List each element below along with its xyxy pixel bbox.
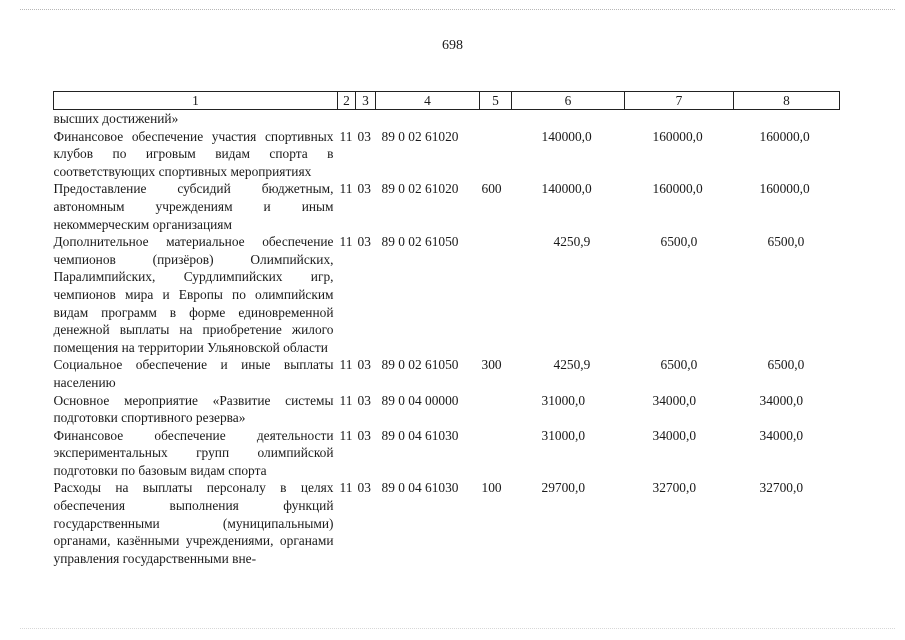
row-section: 11 (339, 392, 353, 408)
row-expense-type (480, 427, 512, 480)
row-amount-col8: 160000,0 (759, 181, 810, 197)
row-expense-type: 600 (481, 181, 502, 197)
row-name: Расходы на выплаты персоналу в целях обеспечения выполнения функций государственными (муниципальными) органами, казёнными учреждениями, органами управления государственными вне- (53, 480, 334, 566)
row-amount-col6: 4250,9 (553, 234, 591, 250)
row-name: Социальное обеспечение и иные выплаты населению (53, 357, 334, 390)
row-target-code: 89 0 04 61030 (381, 427, 459, 443)
table-row (54, 128, 840, 181)
continuation-text: высших достижений» (53, 111, 179, 126)
continuation-row (54, 110, 840, 128)
header-col-5: 5 (480, 92, 512, 110)
row-amount-col7: 6500,0 (660, 234, 698, 250)
row-section: 11 (339, 181, 353, 197)
header-col-4: 4 (376, 92, 480, 110)
row-name: Дополнительное материальное обеспечение чемпионов (призёров) Олимпийских, Паралимпийских, Сурдлимпийских игр, чемпионов мира и Европы по олимпийским видам программ в форме единовременной денежной выплаты на приобретение жилого помещения на территории Ульяновской области (53, 234, 334, 355)
header-col-8: 8 (734, 92, 840, 110)
budget-table (53, 91, 840, 567)
row-amount-col8: 160000,0 (759, 128, 810, 144)
row-target-code: 89 0 02 61020 (381, 128, 459, 144)
row-section: 11 (339, 234, 353, 250)
scan-edge-top (20, 9, 895, 12)
row-section: 11 (339, 427, 353, 443)
row-amount-col7: 6500,0 (660, 357, 698, 373)
row-section: 11 (339, 128, 353, 144)
row-section: 11 (339, 357, 353, 373)
table-row (54, 427, 840, 480)
row-subsection: 03 (357, 357, 371, 373)
row-amount-col7: 32700,0 (652, 480, 697, 496)
row-expense-type: 300 (481, 357, 502, 373)
table-row (54, 356, 840, 391)
row-expense-type (480, 392, 512, 427)
row-subsection: 03 (357, 480, 371, 496)
row-amount-col8: 6500,0 (767, 357, 805, 373)
row-target-code: 89 0 04 61030 (381, 480, 459, 496)
row-amount-col8: 34000,0 (759, 392, 804, 408)
row-amount-col6: 31000,0 (541, 427, 586, 443)
row-subsection: 03 (357, 392, 371, 408)
row-target-code: 89 0 02 61020 (381, 181, 459, 197)
row-amount-col7: 160000,0 (652, 181, 703, 197)
row-expense-type (480, 233, 512, 356)
budget-table-container (53, 91, 839, 567)
scan-edge-bottom (20, 628, 895, 631)
header-col-2: 2 (338, 92, 356, 110)
row-name: Финансовое обеспечение участия спортивных клубов по игровым видам спорта в соответствующих спортивных мероприятиях (53, 128, 334, 179)
row-subsection: 03 (357, 234, 371, 250)
table-row (54, 479, 840, 567)
header-col-7: 7 (625, 92, 734, 110)
row-expense-type (480, 128, 512, 181)
header-col-1: 1 (54, 92, 338, 110)
row-section: 11 (339, 480, 353, 496)
row-amount-col6: 29700,0 (541, 480, 586, 496)
row-name: Финансовое обеспечение деятельности экспериментальных групп олимпийской подготовки по базовым видам спорта (53, 427, 334, 478)
row-subsection: 03 (357, 427, 371, 443)
row-subsection: 03 (357, 128, 371, 144)
row-amount-col8: 32700,0 (759, 480, 804, 496)
header-col-3: 3 (356, 92, 376, 110)
table-row (54, 233, 840, 356)
row-amount-col8: 6500,0 (767, 234, 805, 250)
row-amount-col6: 140000,0 (541, 181, 592, 197)
row-amount-col7: 160000,0 (652, 128, 703, 144)
row-amount-col6: 4250,9 (553, 357, 591, 373)
header-col-6: 6 (512, 92, 625, 110)
row-amount-col7: 34000,0 (652, 427, 697, 443)
row-amount-col6: 31000,0 (541, 392, 586, 408)
row-target-code: 89 0 04 00000 (381, 392, 459, 408)
table-header-row (54, 92, 840, 110)
row-target-code: 89 0 02 61050 (381, 234, 459, 250)
table-row (54, 392, 840, 427)
row-name: Предоставление субсидий бюджетным, автономным учреждениям и иным некоммерческим организациям (53, 181, 334, 232)
row-subsection: 03 (357, 181, 371, 197)
page-number: 698 (442, 38, 463, 53)
row-name: Основное мероприятие «Развитие системы подготовки спортивного резерва» (53, 392, 334, 426)
row-amount-col6: 140000,0 (541, 128, 592, 144)
table-row (54, 180, 840, 233)
row-expense-type: 100 (481, 480, 502, 496)
row-target-code: 89 0 02 61050 (381, 357, 459, 373)
row-amount-col8: 34000,0 (759, 427, 804, 443)
row-amount-col7: 34000,0 (652, 392, 697, 408)
